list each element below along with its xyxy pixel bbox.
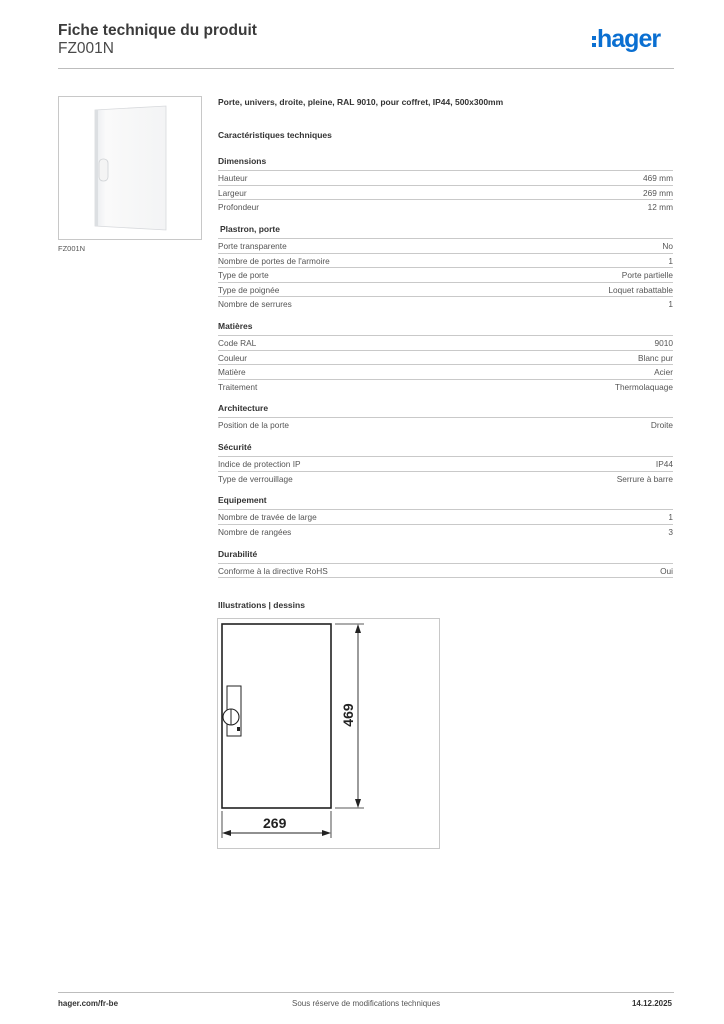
hager-logo [592,27,676,57]
section-equipement [218,495,673,538]
spec-row [218,563,673,578]
spec-label: Code RAL [218,338,257,348]
spec-row [218,509,673,524]
spec-value: Acier [654,367,673,377]
spec-label: Nombre de rangées [218,526,292,537]
spec-label: Matière [218,367,246,377]
technical-drawing [217,618,440,849]
height-dimension-label: 469 [340,703,356,727]
section-title: Matières [218,321,253,331]
spec-row [218,170,673,185]
spec-row [218,282,673,297]
section-securite [218,442,673,485]
section-title: Sécurité [218,442,252,452]
spec-label: Indice de protection IP [218,459,301,469]
footer-date: 14.12.2025 [631,999,672,1008]
spec-value: 1 [668,512,673,522]
spec-row [218,185,673,200]
spec-label: Conforme à la directive RoHS [218,566,328,576]
spec-value: 269 mm [643,187,673,198]
characteristics-title: Caractéristiques techniques [218,130,332,140]
spec-label: Type de poignée [218,284,280,295]
spec-value: 12 mm [647,202,673,212]
logo-text: hager [597,25,661,53]
spec-label: Type de porte [218,270,269,280]
spec-value: Thermolaquage [614,381,673,392]
spec-label: Hauteur [218,173,248,183]
section-durabilite [218,549,673,578]
spec-value: 3 [668,526,673,537]
section-title: Equipement [218,495,267,505]
spec-label: Profondeur [218,202,260,212]
section-architecture [218,403,673,432]
product-description: Porte, univers, droite, pleine, RAL 9010, pour coffret, IP44, 500x300mm [218,97,504,107]
spec-value: Blanc pur [637,352,673,363]
spec-value: Droite [650,420,673,430]
spec-row [218,524,673,539]
spec-row [218,350,673,365]
section-title: Plastron, porte [220,224,280,234]
spec-value: Oui [660,566,673,576]
page-title: Fiche technique du produit [58,22,257,39]
product-code: FZ001N [58,40,114,57]
spec-value: Porte partielle [621,270,673,280]
section-matieres [218,321,673,393]
spec-label: Nombre de travée de large [218,512,317,522]
spec-row [218,238,673,253]
spec-label: Nombre de serrures [218,299,292,309]
width-dimension-label: 269 [263,815,287,831]
spec-value: IP44 [655,459,673,469]
thumbnail-caption: FZ001N [58,244,86,253]
spec-row [218,335,673,350]
door-drawing-icon [218,619,439,848]
spec-label: Porte transparente [218,241,287,251]
spec-label: Couleur [218,352,248,363]
spec-value: Serrure à barre [616,473,673,484]
spec-row [218,456,673,471]
door-photo-icon [59,97,201,239]
footer-notice: Sous réserve de modifications techniques [292,999,441,1008]
spec-row [218,253,673,268]
spec-row [218,417,673,432]
spec-label: Traitement [218,381,258,392]
spec-value: Loquet rabattable [608,284,673,295]
illustrations-title: Illustrations | dessins [218,600,305,610]
spec-label: Position de la porte [218,420,290,430]
spec-value: No [662,241,673,251]
section-title: Dimensions [218,156,267,166]
section-title: Architecture [218,403,269,413]
logo-dots-icon [592,36,596,47]
spec-value: 1 [668,299,673,309]
spec-row [218,267,673,282]
spec-label: Nombre de portes de l'armoire [218,255,330,266]
spec-value: 469 mm [643,173,673,183]
spec-label: Type de verrouillage [218,473,293,484]
spec-value: 9010 [654,338,673,348]
spec-label: Largeur [218,187,247,198]
section-dimensions [218,156,673,214]
section-title: Durabilité [218,549,258,559]
spec-row [218,379,673,394]
spec-row [218,471,673,486]
header-divider [58,68,674,69]
spec-value: 1 [668,255,673,266]
section-plastron-porte [218,224,673,311]
spec-row [218,296,673,311]
product-thumbnail [58,96,202,240]
spec-row [218,199,673,214]
footer-website-link[interactable]: hager.com/fr-be [58,999,119,1008]
spec-row [218,364,673,379]
characteristics-heading [218,130,673,140]
footer-divider [58,992,674,993]
